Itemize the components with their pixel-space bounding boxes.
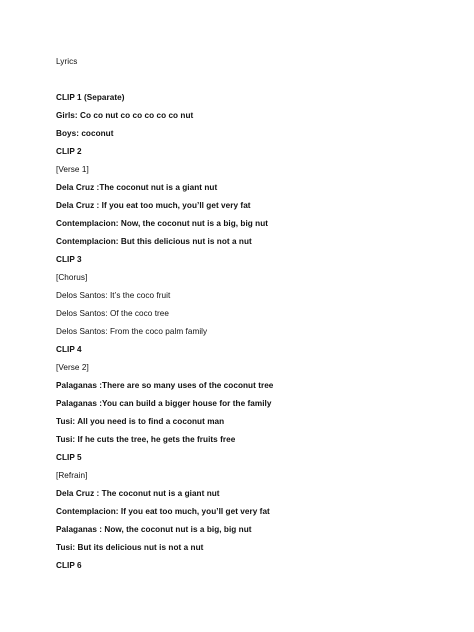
lyric-line: Palaganas :You can build a bigger house for the family bbox=[56, 399, 272, 408]
section-label-chorus: [Chorus] bbox=[56, 273, 88, 282]
lyric-line-clip-1: CLIP 1 (Separate) bbox=[56, 93, 125, 102]
lyric-line: Boys: coconut bbox=[56, 129, 114, 138]
document-title: Lyrics bbox=[56, 57, 78, 66]
lyric-line: Tusi: But its delicious nut is not a nut bbox=[56, 543, 204, 552]
section-label-verse-1: [Verse 1] bbox=[56, 165, 89, 174]
lyric-line: Palaganas : Now, the coconut nut is a big, big nut bbox=[56, 525, 252, 534]
lyric-line-clip-4: CLIP 4 bbox=[56, 345, 82, 354]
lyric-line: Delos Santos: Of the coco tree bbox=[56, 309, 169, 318]
lyric-line: Tusi: All you need is to find a coconut man bbox=[56, 417, 225, 426]
lyric-line: Dela Cruz : The coconut nut is a giant nut bbox=[56, 489, 220, 498]
lyric-line: Delos Santos: It’s the coco fruit bbox=[56, 291, 171, 300]
lyric-line: Contemplacion: Now, the coconut nut is a big, big nut bbox=[56, 219, 269, 228]
lyric-line: Contemplacion: If you eat too much, you’ll get very fat bbox=[56, 507, 270, 516]
section-label-refrain: [Refrain] bbox=[56, 471, 88, 480]
lyric-line: Delos Santos: From the coco palm family bbox=[56, 327, 208, 336]
lyric-line: Dela Cruz : If you eat too much, you’ll get very fat bbox=[56, 201, 251, 210]
section-label-verse-2: [Verse 2] bbox=[56, 363, 89, 372]
lyric-line-clip-2: CLIP 2 bbox=[56, 147, 82, 156]
lyric-line-clip-3: CLIP 3 bbox=[56, 255, 82, 264]
lyric-line: Tusi: If he cuts the tree, he gets the fruits free bbox=[56, 435, 236, 444]
lyric-line: Girls: Co co nut co co co co co nut bbox=[56, 111, 194, 120]
lyric-line: Contemplacion: But this delicious nut is not a nut bbox=[56, 237, 252, 246]
lyric-line: Dela Cruz :The coconut nut is a giant nut bbox=[56, 183, 218, 192]
lyric-line: Palaganas :There are so many uses of the coconut tree bbox=[56, 381, 274, 390]
lyric-line-clip-5: CLIP 5 bbox=[56, 453, 82, 462]
lyric-line-clip-6: CLIP 6 bbox=[56, 561, 82, 570]
